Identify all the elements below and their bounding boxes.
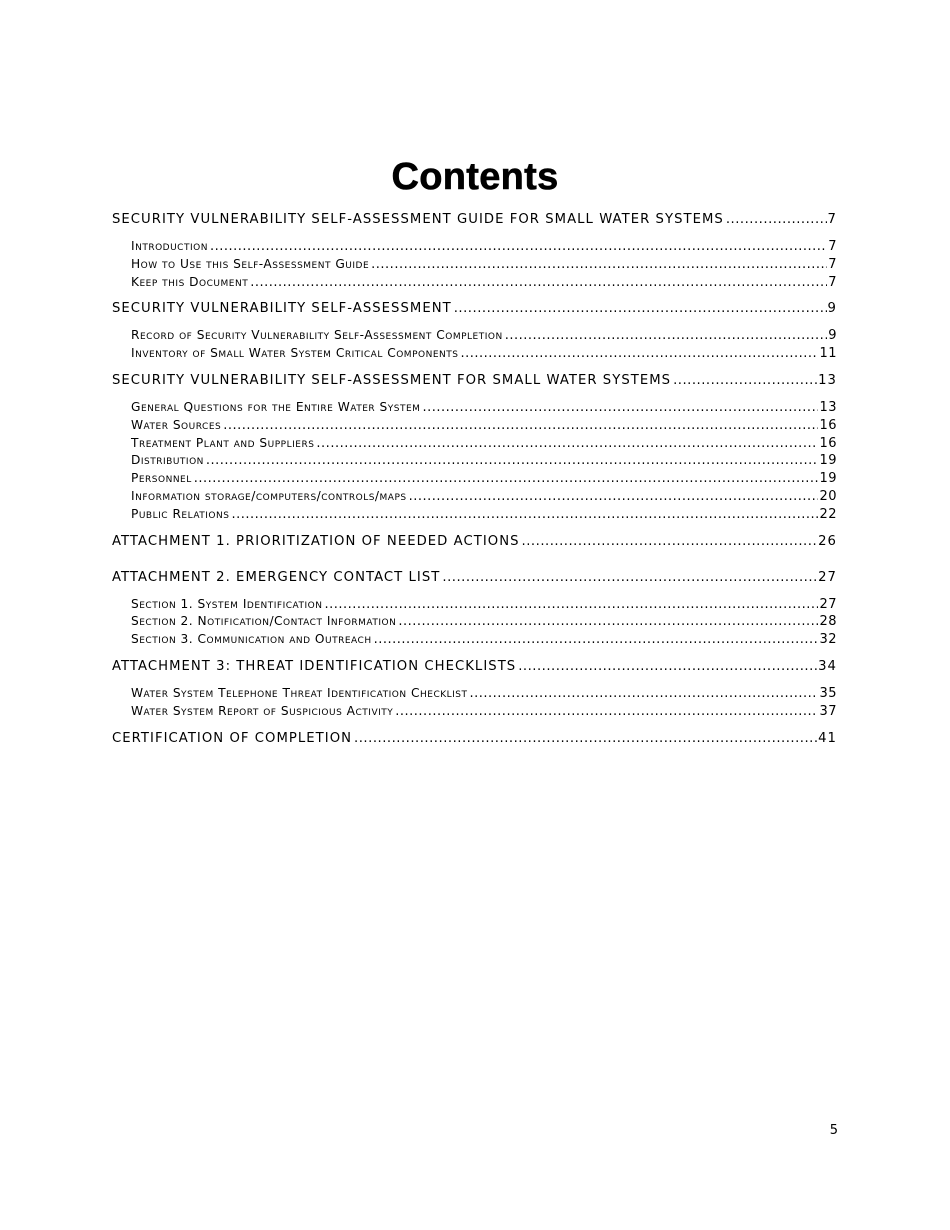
toc-entry-page: 16: [819, 417, 837, 433]
toc-subsection-entry[interactable]: [112, 345, 837, 363]
toc-dot-leader: [354, 730, 817, 748]
toc-section-entry[interactable]: [112, 533, 837, 551]
toc-entry-page: 20: [819, 488, 837, 504]
toc-entry-label: Distribution: [131, 453, 204, 468]
toc-entry-label: Personnel: [131, 471, 192, 486]
toc-dot-leader: [250, 274, 827, 292]
toc-entry-label: ATTACHMENT 1. PRIORITIZATION OF NEEDED ACTIONS: [112, 533, 520, 549]
toc-dot-leader: [395, 703, 818, 721]
toc-dot-leader: [522, 533, 818, 551]
toc-subsection-entry[interactable]: [112, 238, 837, 256]
toc-entry-label: Record of Security Vulnerability Self-Assessment Completion: [131, 328, 503, 343]
toc-entry-label: Inventory of Small Water System Critical Components: [131, 346, 459, 361]
toc-entry-page: 13: [819, 399, 837, 415]
toc-entry-page: 7: [828, 256, 837, 272]
toc-dot-leader: [518, 658, 817, 676]
toc-subsection-entry[interactable]: [112, 399, 837, 417]
toc-entry-page: 7: [828, 274, 837, 290]
toc-subsection-entry[interactable]: [112, 435, 837, 453]
toc-entry-label: Water System Report of Suspicious Activity: [131, 703, 394, 718]
toc-dot-leader: [442, 569, 817, 587]
toc-dot-leader: [210, 238, 827, 256]
toc-dot-leader: [470, 685, 819, 703]
toc-entry-label: General Questions for the Entire Water System: [131, 399, 421, 414]
toc-subsection-entry[interactable]: [112, 452, 837, 470]
toc-subsection-entry[interactable]: [112, 256, 837, 274]
toc-dot-leader: [673, 372, 817, 390]
toc-section-entry[interactable]: [112, 569, 837, 587]
toc-entry-label: Water System Telephone Threat Identification Checklist: [131, 685, 468, 700]
toc-dot-leader: [194, 470, 819, 488]
toc-dot-leader: [324, 596, 818, 614]
toc-entry-label: Section 3. Communication and Outreach: [131, 632, 372, 647]
toc-entry-label: Treatment Plant and Suppliers: [131, 435, 315, 450]
toc-entry-page: 16: [819, 435, 837, 451]
toc-section-entry[interactable]: [112, 300, 837, 318]
toc-entry-label: Keep this Document: [131, 274, 249, 289]
toc-entry-page: 7: [828, 239, 837, 254]
toc-subsection-entry[interactable]: [112, 506, 837, 524]
toc-subsection-entry[interactable]: [112, 703, 837, 721]
toc-section-entry[interactable]: [112, 658, 837, 676]
toc-entry-page: 35: [819, 685, 837, 701]
toc-entry-page: 28: [819, 614, 837, 630]
toc-entry-label: Section 1. System Identification: [131, 596, 323, 611]
toc-dot-leader: [398, 613, 818, 631]
toc-entry-label: Public Relations: [131, 506, 230, 521]
toc-entry-label: Section 2. Notification/Contact Information: [131, 614, 397, 629]
toc-dot-leader: [231, 506, 818, 524]
toc-entry-page: 13: [818, 372, 837, 388]
toc-subsection-entry[interactable]: [112, 488, 837, 506]
toc-entry-page: 34: [818, 658, 837, 674]
toc-entry-label: Water Sources: [131, 417, 222, 432]
toc-entry-page: 9: [827, 301, 837, 317]
table-of-contents: [112, 211, 837, 748]
toc-dot-leader: [206, 452, 819, 470]
toc-dot-leader: [726, 211, 827, 229]
toc-entry-page: 11: [819, 346, 837, 362]
toc-entry-page: 22: [819, 506, 837, 522]
toc-entry-label: How to Use this Self-Assessment Guide: [131, 256, 370, 271]
toc-section-entry[interactable]: [112, 211, 837, 229]
toc-dot-leader: [505, 327, 828, 345]
toc-dot-leader: [422, 399, 818, 417]
toc-subsection-entry[interactable]: [112, 274, 837, 292]
page-title: Contents: [391, 156, 559, 199]
toc-entry-page: 41: [818, 730, 837, 746]
toc-dot-leader: [374, 631, 819, 649]
toc-entry-page: 37: [819, 703, 837, 719]
toc-entry-label: CERTIFICATION OF COMPLETION: [112, 730, 353, 746]
page-number: 5: [829, 1123, 838, 1138]
toc-entry-label: SECURITY VULNERABILITY SELF-ASSESSMENT: [112, 301, 452, 317]
toc-entry-page: 7: [827, 212, 837, 227]
toc-entry-page: 19: [819, 471, 837, 487]
toc-entry-label: Information storage/computers/controls/maps: [131, 488, 407, 503]
toc-dot-leader: [316, 435, 818, 453]
toc-entry-page: 27: [818, 569, 837, 585]
toc-dot-leader: [460, 345, 818, 363]
toc-subsection-entry[interactable]: [112, 470, 837, 488]
toc-dot-leader: [454, 300, 827, 318]
toc-entry-page: 19: [819, 453, 837, 469]
toc-dot-leader: [371, 256, 827, 274]
toc-entry-label: SECURITY VULNERABILITY SELF-ASSESSMENT FOR SMALL WATER SYSTEMS: [112, 372, 672, 388]
toc-entry-page: 26: [818, 533, 837, 549]
toc-entry-label: Introduction: [131, 239, 208, 253]
toc-subsection-entry[interactable]: [112, 685, 837, 703]
toc-dot-leader: [223, 417, 818, 435]
toc-entry-label: ATTACHMENT 2. EMERGENCY CONTACT LIST: [112, 569, 441, 585]
toc-entry-page: 27: [819, 596, 837, 612]
toc-entry-label: SECURITY VULNERABILITY SELF-ASSESSMENT GUIDE FOR SMALL WATER SYSTEMS: [112, 212, 724, 227]
toc-entry-page: 9: [828, 328, 837, 344]
toc-subsection-entry[interactable]: [112, 596, 837, 614]
toc-subsection-entry[interactable]: [112, 327, 837, 345]
toc-dot-leader: [409, 488, 819, 506]
toc-subsection-entry[interactable]: [112, 631, 837, 649]
toc-subsection-entry[interactable]: [112, 417, 837, 435]
toc-subsection-entry[interactable]: [112, 613, 837, 631]
toc-entry-page: 32: [819, 632, 837, 648]
toc-entry-label: ATTACHMENT 3: THREAT IDENTIFICATION CHECKLISTS: [112, 658, 517, 674]
toc-section-entry[interactable]: [112, 730, 837, 748]
toc-section-entry[interactable]: [112, 372, 837, 390]
